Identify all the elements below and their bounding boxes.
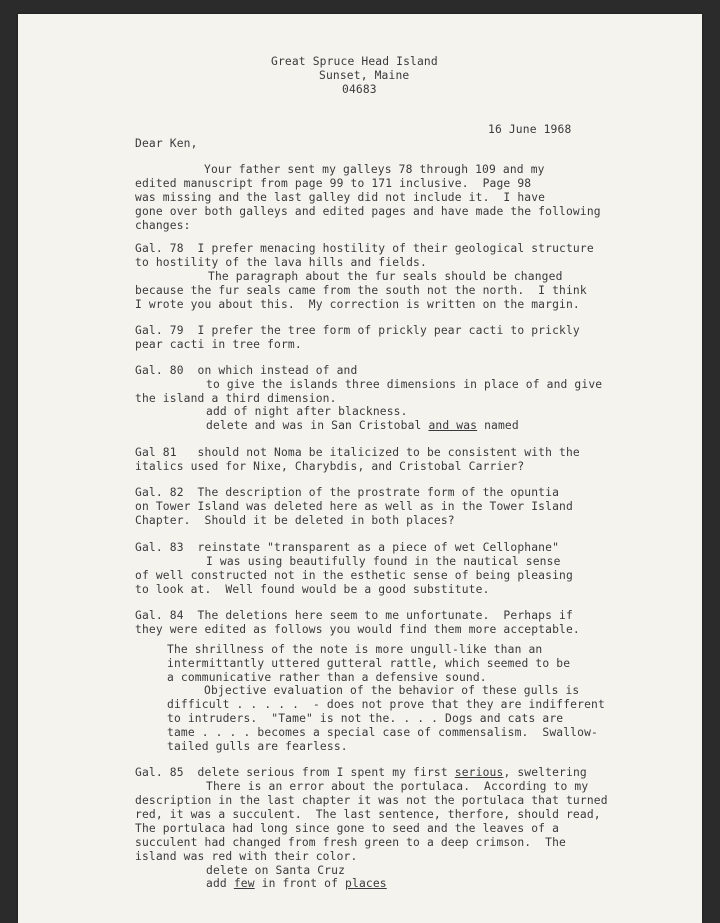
quote-line: tailed gulls are fearless. xyxy=(167,740,348,753)
letter-date: 16 June 1968 xyxy=(488,123,572,136)
gal85-line xyxy=(135,766,587,780)
gal83-line: I was using beautifully found in the nautical sense xyxy=(206,555,561,568)
gal78-line: The paragraph about the fur seals should be changed xyxy=(208,270,563,283)
letterhead-line-1: Great Spruce Head Island xyxy=(271,55,438,68)
gal85-line xyxy=(206,877,387,891)
intro-line: edited manuscript from page 99 to 171 inclusive. Page 98 xyxy=(135,177,532,190)
gal80-text: delete and was in San Cristobal xyxy=(206,419,429,432)
quote-line: difficult . . . . . - does not prove that they are indifferent xyxy=(167,698,605,711)
gal83-line: to look at. Well found would be a good substitute. xyxy=(135,583,490,596)
intro-line: was missing and the last galley did not include it. I have xyxy=(135,191,546,204)
gal85-line: delete on Santa Cruz xyxy=(206,864,346,877)
gal78-line: to hostility of the lava hills and fields. xyxy=(135,256,427,269)
quote-line: tame . . . . becomes a special case of commensalism. Swallow- xyxy=(167,726,598,739)
gal81-line: Gal 81 should not Noma be italicized to be consistent with the xyxy=(135,446,580,459)
gal85-text: , sweltering xyxy=(503,766,587,779)
gal80-line: the island a third dimension. xyxy=(135,392,337,405)
gal85-text: add xyxy=(206,877,234,890)
quote-line: a communicative rather than a defensive sound. xyxy=(167,671,487,684)
gal82-line: on Tower Island was deleted here as well as in the Tower Island xyxy=(135,500,573,513)
salutation: Dear Ken, xyxy=(135,137,198,150)
gal81-line: italics used for Nixe, Charybdis, and Cristobal Carrier? xyxy=(135,460,525,473)
gal85-text: Gal. 85 delete serious from I spent my first xyxy=(135,766,455,779)
gal79-line: Gal. 79 I prefer the tree form of prickly pear cacti to prickly xyxy=(135,324,580,337)
gal80-text: named xyxy=(477,419,519,432)
gal85-underlined-text: places xyxy=(345,877,387,890)
gal80-underlined-text: and was xyxy=(428,419,478,432)
gal78-line: I wrote you about this. My correction is written on the margin. xyxy=(135,298,580,311)
quote-line: Objective evaluation of the behavior of these gulls is xyxy=(204,684,580,697)
gal84-line: they were edited as follows you would find them more acceptable. xyxy=(135,623,580,636)
gal82-line: Gal. 82 The description of the prostrate form of the opuntia xyxy=(135,486,560,499)
intro-line: changes: xyxy=(135,219,191,232)
gal80-line: Gal. 80 on which instead of and xyxy=(135,364,358,377)
quote-line: intermittantly uttered gutteral rattle, which seemed to be xyxy=(167,657,571,670)
letterhead-line-2: Sunset, Maine xyxy=(319,69,410,82)
gal85-line: There is an error about the portulaca. According to my xyxy=(206,780,589,793)
gal80-line xyxy=(206,419,519,433)
gal79-line: pear cacti in tree form. xyxy=(135,338,302,351)
gal80-line: add of night after blackness. xyxy=(206,405,408,418)
gal80-line: to give the islands three dimensions in place of and give xyxy=(206,378,603,391)
gal82-line: Chapter. Should it be deleted in both places? xyxy=(135,514,455,527)
gal85-line: The portulaca had long since gone to seed and the leaves of a xyxy=(135,822,560,835)
gal78-line: because the fur seals came from the south not the north. I think xyxy=(135,284,587,297)
gal83-line: of well constructed not in the esthetic sense of being pleasing xyxy=(135,569,573,582)
letterhead-line-3: 04683 xyxy=(342,83,377,96)
gal78-line: Gal. 78 I prefer menacing hostility of their geological structure xyxy=(135,242,594,255)
gal85-text: in front of xyxy=(254,877,346,890)
gal85-line: island was red with their color. xyxy=(135,850,358,863)
intro-line: gone over both galleys and edited pages and have made the following xyxy=(135,205,601,218)
gal83-line: Gal. 83 reinstate "transparent as a piece of wet Cellophane" xyxy=(135,541,560,554)
quote-line: to intruders. "Tame" is not the. . . . Dogs and cats are xyxy=(167,712,564,725)
gal85-underlined-text: serious xyxy=(454,766,504,779)
gal85-line: red, it was a succulent. The last sentence, therfore, should read, xyxy=(135,808,601,821)
gal85-line: succulent had changed from fresh green to a deep crimson. The xyxy=(135,836,566,849)
gal85-line: description in the last chapter it was not the portulaca that turned xyxy=(135,794,608,807)
gal84-line: Gal. 84 The deletions here seem to me unfortunate. Perhaps if xyxy=(135,609,573,622)
gal85-underlined-text: few xyxy=(233,877,255,890)
quote-line: The shrillness of the note is more ungull-like than an xyxy=(167,643,543,656)
intro-line: Your father sent my galleys 78 through 109 and my xyxy=(204,163,545,176)
